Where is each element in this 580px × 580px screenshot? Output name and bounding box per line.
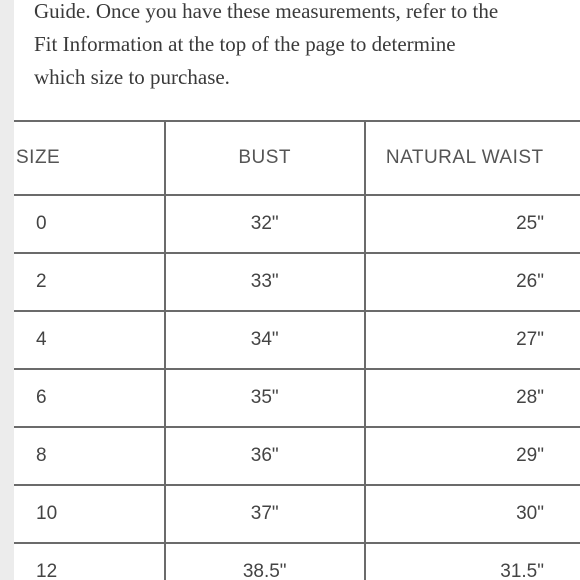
table-row (14, 369, 580, 427)
table-row (14, 195, 580, 253)
cell-size: 2 (14, 253, 165, 311)
header-bust: BUST (165, 121, 365, 195)
header-natural-waist: NATURAL WAIST (365, 121, 580, 195)
cell-bust: 34" (165, 311, 365, 369)
cell-size: 4 (14, 311, 165, 369)
cell-size: 6 (14, 369, 165, 427)
cell-size: 0 (14, 195, 165, 253)
intro-line-2: Fit Information at the top of the page to determine (34, 32, 456, 56)
cell-waist: 30" (365, 485, 580, 543)
cell-size: 8 (14, 427, 165, 485)
cell-size: 12 (14, 543, 165, 580)
cell-bust: 33" (165, 253, 365, 311)
header-size: SIZE (14, 121, 165, 195)
cell-bust: 35" (165, 369, 365, 427)
size-guide-intro-text (34, 0, 580, 94)
left-margin-bar (0, 0, 14, 580)
intro-line-1: Guide. Once you have these measurements, refer to the (34, 0, 499, 23)
cell-waist: 31.5" (365, 543, 580, 580)
cell-waist: 26" (365, 253, 580, 311)
table-row (14, 427, 580, 485)
table-row (14, 485, 580, 543)
table-row (14, 311, 580, 369)
cell-bust: 36" (165, 427, 365, 485)
cell-size: 10 (14, 485, 165, 543)
cell-bust: 38.5" (165, 543, 365, 580)
cell-waist: 28" (365, 369, 580, 427)
intro-line-3: which size to purchase. (34, 65, 230, 89)
cell-bust: 37" (165, 485, 365, 543)
table-row (14, 543, 580, 580)
cell-waist: 27" (365, 311, 580, 369)
table-row (14, 253, 580, 311)
table-header-row (14, 121, 580, 195)
cell-waist: 25" (365, 195, 580, 253)
size-chart-table (14, 120, 580, 580)
cell-bust: 32" (165, 195, 365, 253)
cell-waist: 29" (365, 427, 580, 485)
